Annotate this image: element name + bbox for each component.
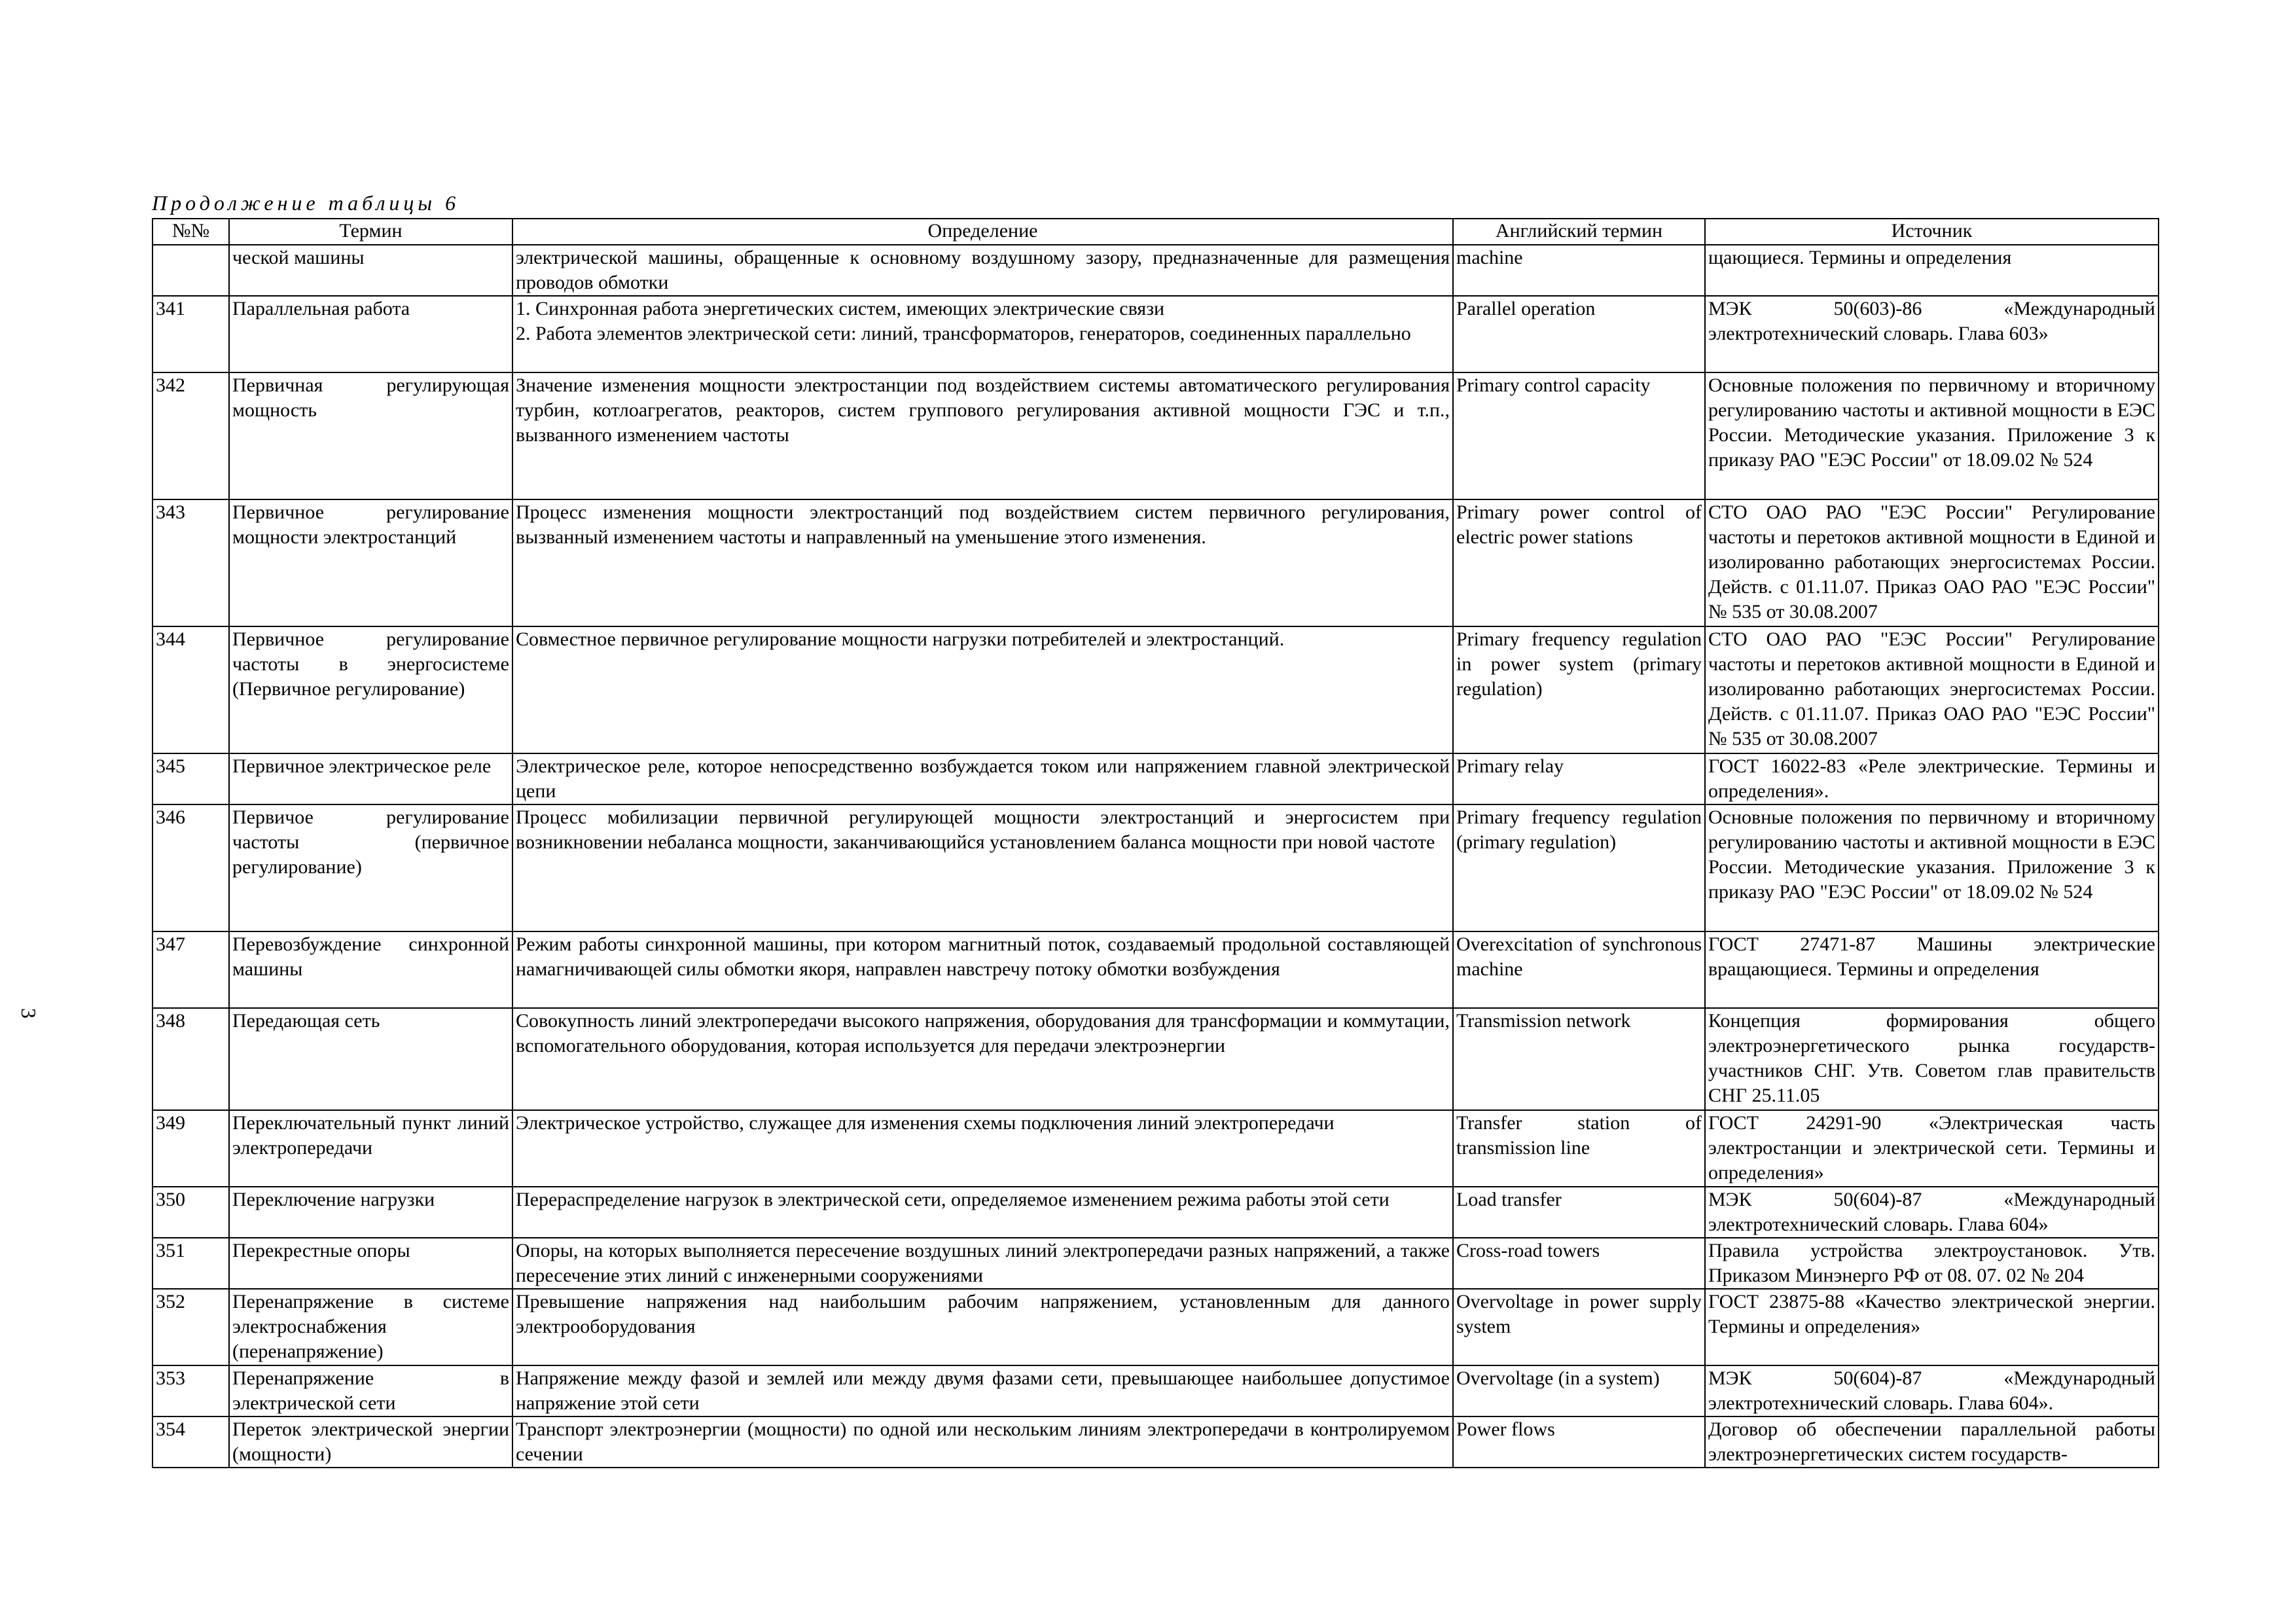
row-english-cell: Transfer station of transmission line: [1453, 1110, 1705, 1187]
row-source-cell: Основные положения по первичному и вторичному регулированию частоты и активной мощности в ЕЭС России. Методические указания. Приложение 3 к приказу РАО "ЕЭС России" от 18.09.02 № 524: [1705, 372, 2159, 499]
row-english-cell: Primary control capacity: [1453, 372, 1705, 499]
row-definition-cell: Совокупность линий электропередачи высокого напряжения, оборудования для трансформации и коммутации, вспомогательного оборудования, которая используется для передачи электроэнергии: [512, 1008, 1453, 1110]
row-english-cell: Primary power control of electric power stations: [1453, 499, 1705, 626]
table-body: [152, 245, 2159, 1468]
row-source-cell: СТО ОАО РАО "ЕЭС России" Регулирование частоты и перетоков активной мощности в Единой и изолированно работающих энергосистемах России. Действ. с 01.11.07. Приказ ОАО РАО "ЕЭС России" № 535 от 30.08.2007: [1705, 626, 2159, 753]
table-row: [152, 1238, 2159, 1289]
table-row: [152, 1008, 2159, 1110]
row-number-cell: 344: [152, 626, 229, 753]
table-header-row: [152, 219, 2159, 245]
table-row: [152, 499, 2159, 626]
header-definition: Определение: [512, 219, 1453, 245]
row-definition-cell: Процесс мобилизации первичной регулирующей мощности электростанций и энергосистем при возникновении небаланса мощности, заканчивающийся установлением баланса мощности при новой частоте: [512, 804, 1453, 931]
row-definition-cell: Электрическое устройство, служащее для изменения схемы подключения линий электропередачи: [512, 1110, 1453, 1187]
table-caption: Продолжение таблицы 6: [152, 191, 460, 215]
row-number-cell: 348: [152, 1008, 229, 1110]
table-row: [152, 296, 2159, 372]
row-english-cell: Overvoltage in power supply system: [1453, 1289, 1705, 1365]
row-source-cell: МЭК 50(604)-87 «Международный электротехнический словарь. Глава 604»: [1705, 1187, 2159, 1238]
table-row: [152, 1289, 2159, 1365]
row-definition-cell: Напряжение между фазой и землей или между двумя фазами сети, превышающее наибольшее допустимое напряжение этой сети: [512, 1365, 1453, 1416]
row-source-cell: МЭК 50(604)-87 «Международный электротехнический словарь. Глава 604».: [1705, 1365, 2159, 1416]
row-english-cell: Primary frequency regulation (primary regulation): [1453, 804, 1705, 931]
row-source-cell: МЭК 50(603)-86 «Международный электротехнический словарь. Глава 603»: [1705, 296, 2159, 372]
row-definition-cell: 1. Синхронная работа энергетических систем, имеющих электрические связи 2. Работа элементов электрической сети: линий, трансформаторов, генераторов, соединенных параллельно: [512, 296, 1453, 372]
row-definition-cell: Процесс изменения мощности электростанций под воздействием систем первичного регулирования, вызванный изменением частоты и направленный на уменьшение этого изменения.: [512, 499, 1453, 626]
row-definition-cell: Совместное первичное регулирование мощности нагрузки потребителей и электростанций.: [512, 626, 1453, 753]
row-number-cell: 343: [152, 499, 229, 626]
row-english-cell: Overexcitation of synchronous machine: [1453, 931, 1705, 1008]
header-source: Источник: [1705, 219, 2159, 245]
row-term-cell: Первичное регулирование мощности электростанций: [229, 499, 512, 626]
row-english-cell: Power flows: [1453, 1416, 1705, 1468]
terms-table: [152, 218, 2159, 1468]
row-definition-cell: Опоры, на которых выполняется пересечение воздушных линий электропередачи разных напряжений, а также пересечение этих линий с инженерными сооружениями: [512, 1238, 1453, 1289]
row-english-cell: Transmission network: [1453, 1008, 1705, 1110]
header-english: Английский термин: [1453, 219, 1705, 245]
row-source-cell: ГОСТ 24291-90 «Электрическая часть электростанции и электрической сети. Термины и определения»: [1705, 1110, 2159, 1187]
row-english-cell: Parallel operation: [1453, 296, 1705, 372]
row-term-cell: Перенапряжение в электрической сети: [229, 1365, 512, 1416]
row-source-cell: ГОСТ 23875-88 «Качество электрической энергии. Термины и определения»: [1705, 1289, 2159, 1365]
row-term-cell: Передающая сеть: [229, 1008, 512, 1110]
table-row: [152, 1187, 2159, 1238]
row-term-cell: Первичое регулирование частоты (первичное регулирование): [229, 804, 512, 931]
row-term-cell: ческой машины: [229, 245, 512, 296]
row-definition-cell: Транспорт электроэнергии (мощности) по одной или нескольким линиям электропередачи в контролируемом сечении: [512, 1416, 1453, 1468]
page-number: 3: [17, 1008, 41, 1019]
row-source-cell: ГОСТ 16022-83 «Реле электрические. Термины и определения».: [1705, 753, 2159, 804]
row-term-cell: Переключательный пункт линий электропередачи: [229, 1110, 512, 1187]
row-number-cell: 341: [152, 296, 229, 372]
row-number-cell: 351: [152, 1238, 229, 1289]
row-definition-cell: Значение изменения мощности электростанции под воздействием системы автоматического регулирования турбин, котлоагрегатов, реакторов, систем группового регулирования активной мощности ГЭС и т.п., вызванного изменением частоты: [512, 372, 1453, 499]
row-number-cell: 350: [152, 1187, 229, 1238]
row-term-cell: Параллельная работа: [229, 296, 512, 372]
header-term: Термин: [229, 219, 512, 245]
row-definition-cell: Электрическое реле, которое непосредственно возбуждается током или напряжением главной электрической цепи: [512, 753, 1453, 804]
row-number-cell: 352: [152, 1289, 229, 1365]
row-number-cell: 349: [152, 1110, 229, 1187]
row-source-cell: щающиеся. Термины и определения: [1705, 245, 2159, 296]
row-definition-cell: Превышение напряжения над наибольшим рабочим напряжением, установленным для данного электрооборудования: [512, 1289, 1453, 1365]
row-term-cell: Перевозбуждение синхронной машины: [229, 931, 512, 1008]
row-english-cell: machine: [1453, 245, 1705, 296]
row-number-cell: 346: [152, 804, 229, 931]
table-row: [152, 245, 2159, 296]
row-source-cell: Основные положения по первичному и вторичному регулированию частоты и активной мощности в ЕЭС России. Методические указания. Приложение 3 к приказу РАО "ЕЭС России" от 18.09.02 № 524: [1705, 804, 2159, 931]
row-term-cell: Первичное регулирование частоты в энергосистеме (Первичное регулирование): [229, 626, 512, 753]
row-english-cell: Primary relay: [1453, 753, 1705, 804]
row-definition-cell: Режим работы синхронной машины, при котором магнитный поток, создаваемый продольной составляющей намагничивающей силы обмотки якоря, направлен навстречу потоку обмотки возбуждения: [512, 931, 1453, 1008]
table-row: [152, 753, 2159, 804]
row-source-cell: ГОСТ 27471-87 Машины электрические вращающиеся. Термины и определения: [1705, 931, 2159, 1008]
table-row: [152, 804, 2159, 931]
row-english-cell: Load transfer: [1453, 1187, 1705, 1238]
row-definition-cell: Перераспределение нагрузок в электрической сети, определяемое изменением режима работы этой сети: [512, 1187, 1453, 1238]
row-source-cell: СТО ОАО РАО "ЕЭС России" Регулирование частоты и перетоков активной мощности в Единой и изолированно работающих энергосистемах России. Действ. с 01.11.07. Приказ ОАО РАО "ЕЭС России" № 535 от 30.08.2007: [1705, 499, 2159, 626]
row-definition-cell: электрической машины, обращенные к основному воздушному зазору, предназначенные для размещения проводов обмотки: [512, 245, 1453, 296]
table-row: [152, 931, 2159, 1008]
row-term-cell: Первичная регулирующая мощность: [229, 372, 512, 499]
table-row: [152, 1110, 2159, 1187]
row-term-cell: Первичное электрическое реле: [229, 753, 512, 804]
row-number-cell: 353: [152, 1365, 229, 1416]
row-term-cell: Переток электрической энергии (мощности): [229, 1416, 512, 1468]
row-term-cell: Перенапряжение в системе электроснабжения (перенапряжение): [229, 1289, 512, 1365]
table-row: [152, 372, 2159, 499]
table-row: [152, 626, 2159, 753]
row-source-cell: Договор об обеспечении параллельной работы электроэнергетических систем государств-: [1705, 1416, 2159, 1468]
row-number-cell: [152, 245, 229, 296]
row-number-cell: 347: [152, 931, 229, 1008]
row-english-cell: Cross-road towers: [1453, 1238, 1705, 1289]
row-term-cell: Переключение нагрузки: [229, 1187, 512, 1238]
row-source-cell: Концепция формирования общего электроэнергетического рынка государств-участников СНГ. Утв. Советом глав правительств СНГ 25.11.05: [1705, 1008, 2159, 1110]
header-num: №№: [152, 219, 229, 245]
row-number-cell: 345: [152, 753, 229, 804]
row-number-cell: 354: [152, 1416, 229, 1468]
table-row: [152, 1416, 2159, 1468]
row-term-cell: Перекрестные опоры: [229, 1238, 512, 1289]
row-number-cell: 342: [152, 372, 229, 499]
row-english-cell: Primary frequency regulation in power system (primary regulation): [1453, 626, 1705, 753]
row-source-cell: Правила устройства электроустановок. Утв. Приказом Минэнерго РФ от 08. 07. 02 № 204: [1705, 1238, 2159, 1289]
row-english-cell: Overvoltage (in a system): [1453, 1365, 1705, 1416]
table-row: [152, 1365, 2159, 1416]
